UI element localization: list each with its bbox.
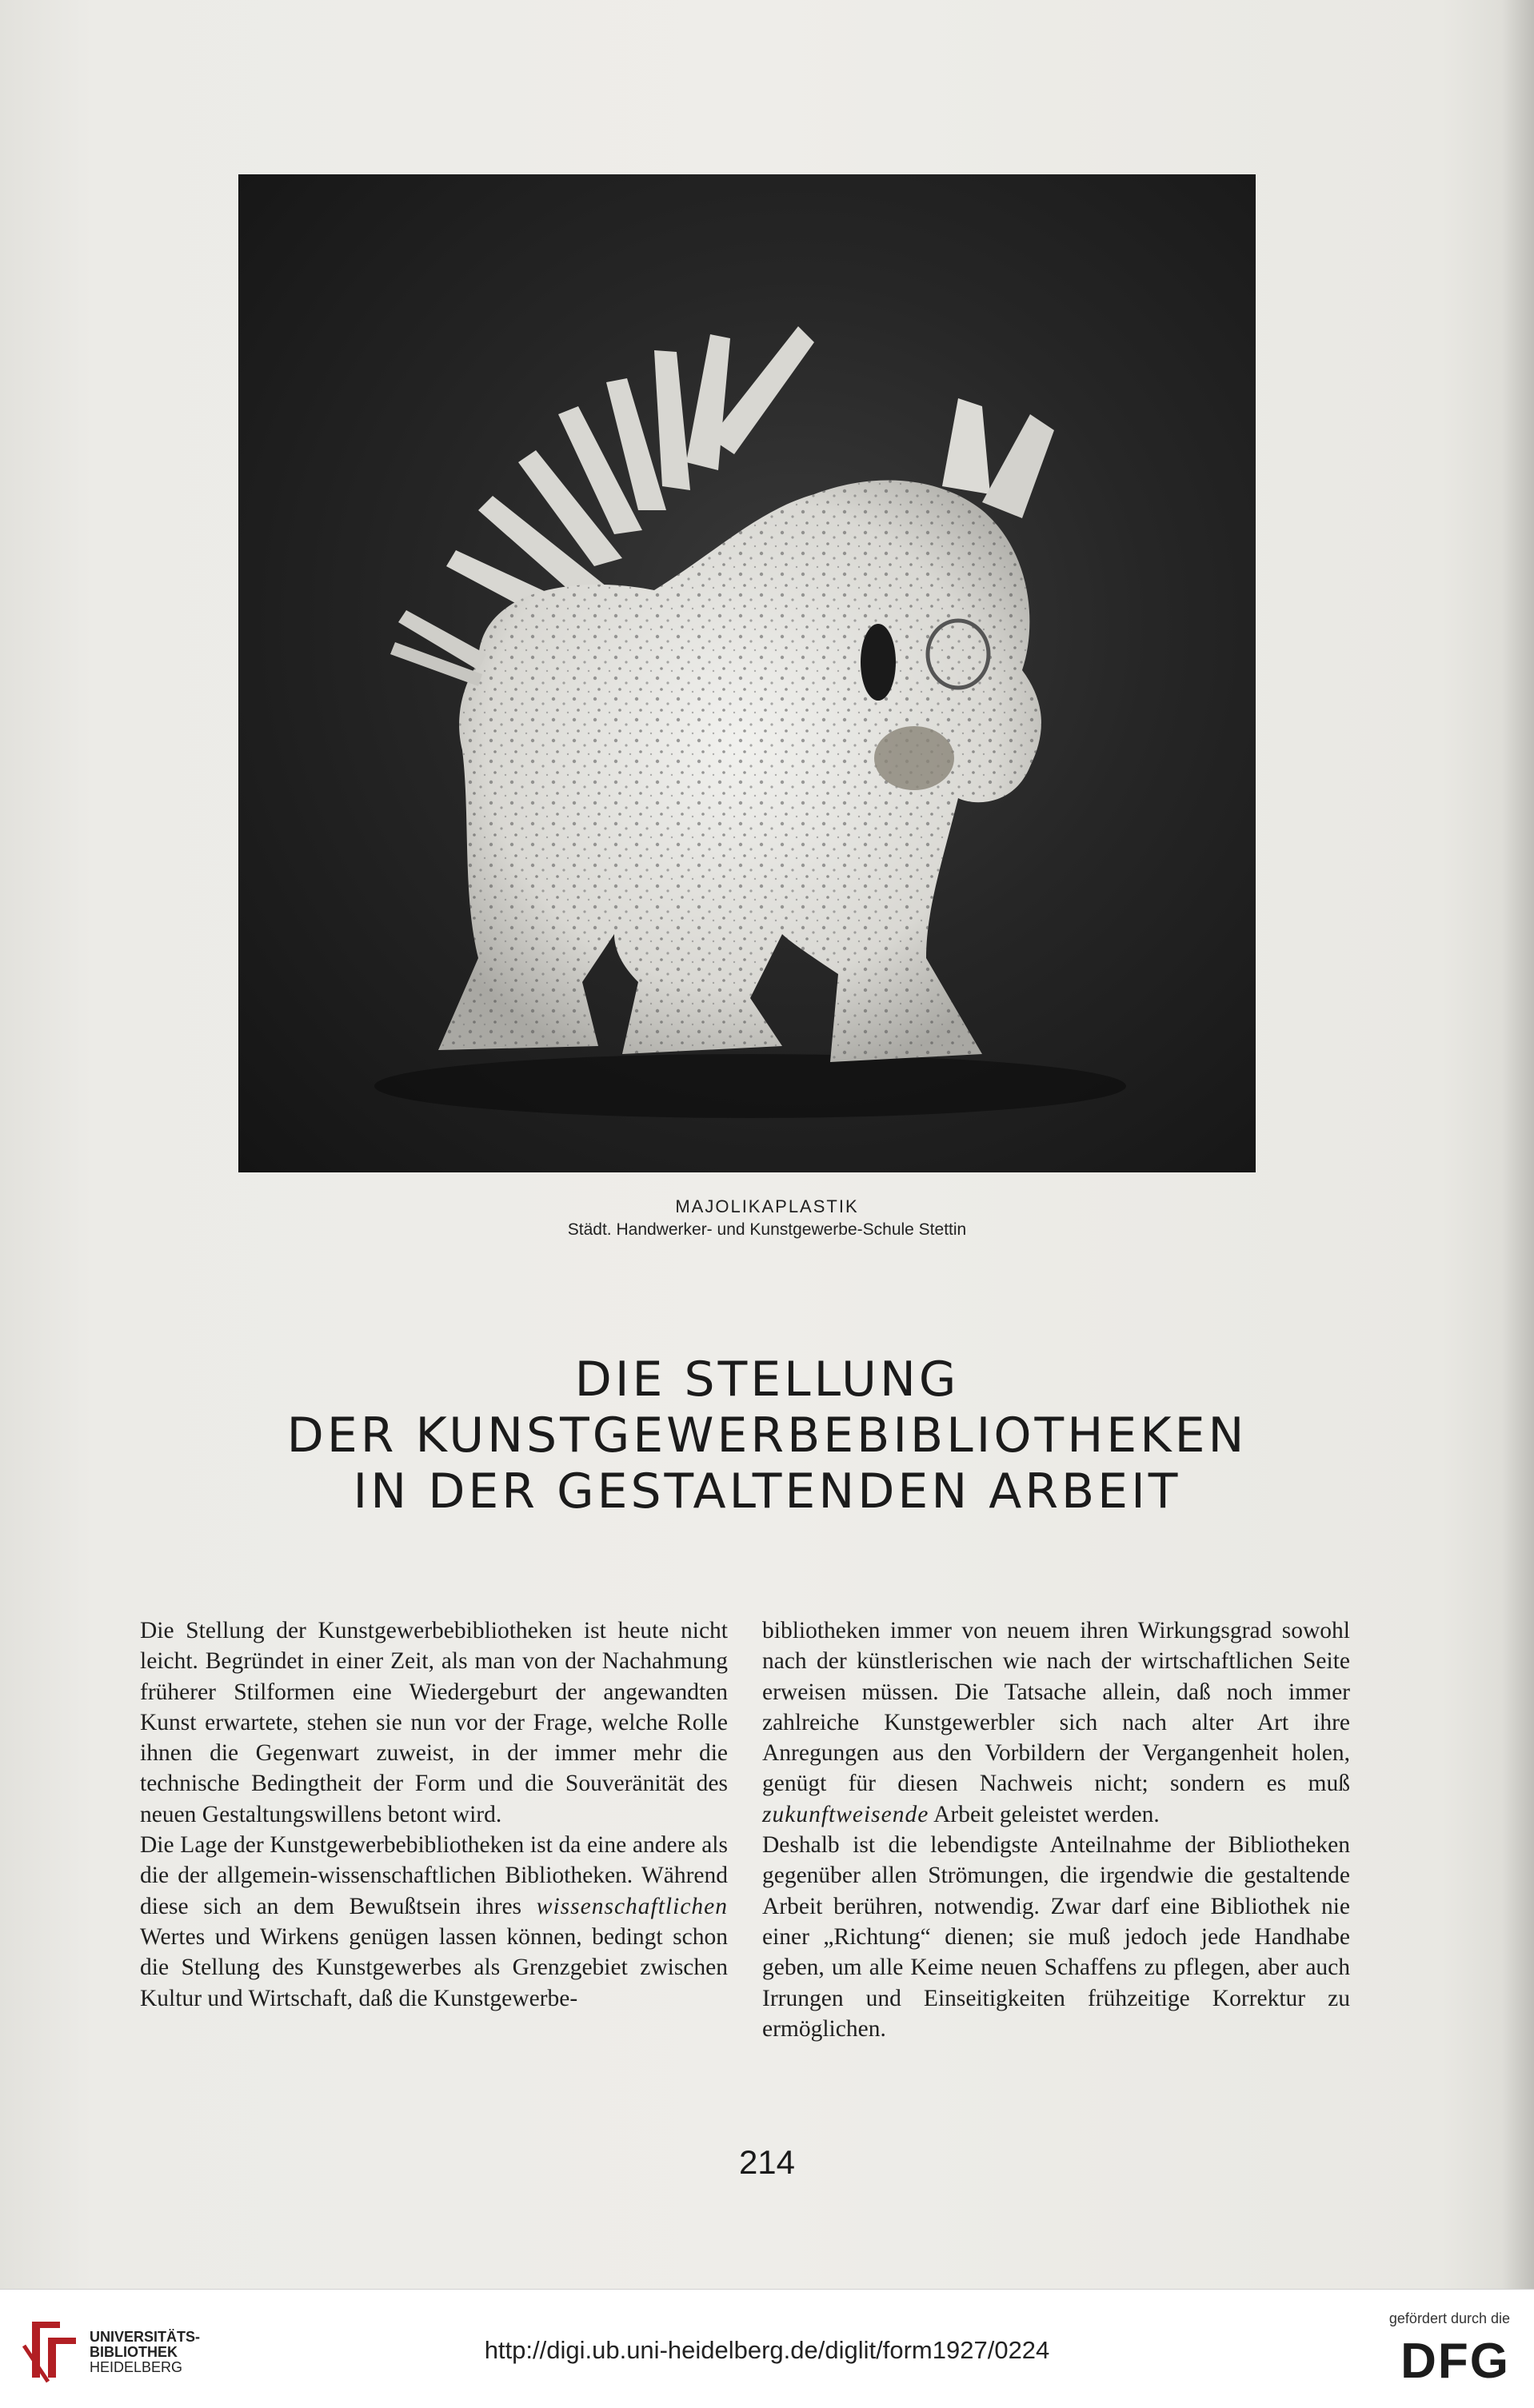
library-name-line: BIBLIOTHEK <box>90 2344 178 2360</box>
paragraph: Deshalb ist die lebendigste Anteilnahme der Bibliotheken gegenüber allen Strömungen, die irgendwie die gestaltende Arbeit berühren, notwendig. Zwar darf eine Bibliothek nie einer „Richtung“ dienen; sie muß jedoch jede Handhabe geben, um alle Keime neuen Schaffens zu pflegen, aber auch Irrungen und Einseitigkeiten frühzeitige Korrektur zu ermöglichen. <box>762 1832 1350 2042</box>
emphasis: zukunftweisende <box>762 1801 929 1827</box>
headline-line: DER KUNSTGEWERBEBIBLIOTHEKEN <box>286 1408 1248 1464</box>
library-name-line: HEIDELBERG <box>90 2359 183 2375</box>
text-column-right <box>762 1615 1350 2044</box>
text-run: Wertes und Wirkens genügen lassen können, bedingt schon die Stellung des Kunstgewerbes als Grenzgebiet zwischen Kultur und Wirtschaft, daß die Kunstgewerbe- <box>140 1923 728 2011</box>
plate-caption-title: MAJOLIKAPLASTIK <box>675 1196 859 1216</box>
sculpture-photograph <box>238 174 1256 1172</box>
page-number: 214 <box>738 2143 796 2181</box>
text-run: Arbeit geleistet werden. <box>933 1801 1160 1827</box>
text-column-left <box>140 1615 728 2014</box>
funding-caption: gefördert durch die <box>1388 2310 1510 2326</box>
paragraph <box>140 1830 728 2014</box>
page-edge-shadow <box>1502 0 1534 2289</box>
digitization-footer <box>0 2289 1534 2408</box>
dfg-logo: DFG <box>1400 2334 1510 2389</box>
text-run: Die Lage der Kunstgewerbebibliotheken ist da eine andere als die der allgemein-wissenschaftlichen Bibliotheken. Während diese sich an dem Bewußtsein ihres <box>140 1832 728 1919</box>
library-name-line: UNIVERSITÄTS- <box>90 2329 201 2345</box>
majolica-horse-figure <box>238 174 1256 1172</box>
headline-line: IN DER GESTALTENDEN ARBEIT <box>353 1464 1181 1519</box>
source-url-link[interactable]: http://digi.ub.uni-heidelberg.de/diglit/form1927/0224 <box>484 2336 1050 2364</box>
paragraph <box>762 1615 1350 1830</box>
text-run: bibliotheken immer von neuem ihren Wirkungsgrad sowohl nach der künstlerischen wie nach der wirtschaftlichen Seite erweisen müssen. Die Tatsache allein, daß noch immer zahlreiche Kunstgewerbler sich nach alter Art ihre Anregungen aus den Vorbildern der Vergangenheit holen, genügt für diesen Nachweis nicht; sondern es muß <box>762 1618 1350 1797</box>
emphasis: wissenschaftlichen <box>536 1893 729 1919</box>
headline-line: DIE STELLUNG <box>574 1352 960 1408</box>
plate-caption-subtitle: Städt. Handwerker- und Kunstgewerbe-Schule Stettin <box>567 1220 967 1239</box>
article-headline <box>0 1352 1534 1519</box>
paragraph: Die Stellung der Kunstgewerbebibliotheken ist heute nicht leicht. Begründet in einer Zeit, als man von der Nachahmung früherer Stilformen eine Wiedergeburt der angewandten Kunst erwartete, stehen sie nun vor der Frage, welche Rolle ihnen die Gegenwart zuweist, in der immer mehr die technische Bedingtheit der Form und die Souveränität des neuen Gestaltungswillens betont wird. <box>140 1618 728 1827</box>
